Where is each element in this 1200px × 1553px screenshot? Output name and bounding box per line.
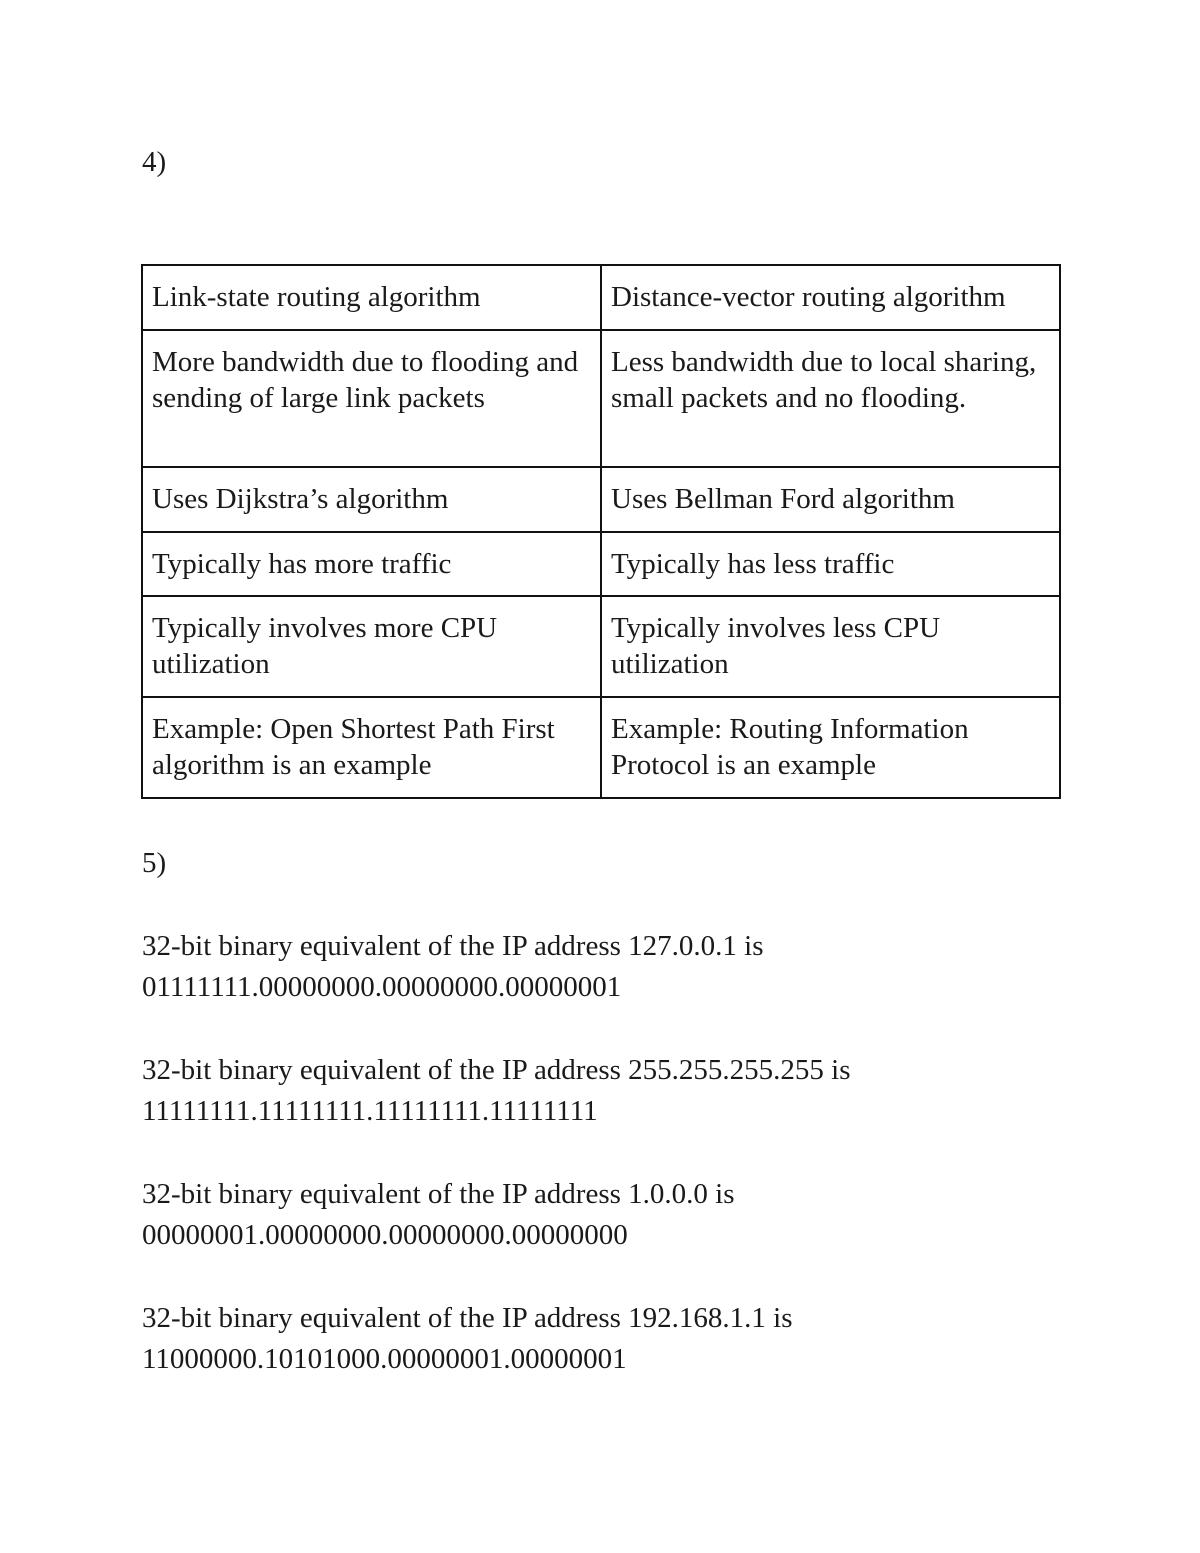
- table-cell: Uses Bellman Ford algorithm: [601, 467, 1060, 532]
- ip-binary: 00000001.00000000.00000000.00000000: [142, 1219, 628, 1251]
- ip-statement: 32-bit binary equivalent of the IP address 192.168.1.1 is: [142, 1302, 793, 1334]
- table-cell: More bandwidth due to flooding and sending of large link packets: [142, 330, 601, 467]
- table-row: [142, 265, 1060, 330]
- question-4-label: 4): [142, 146, 167, 178]
- ip-statement: 32-bit binary equivalent of the IP address 255.255.255.255 is: [142, 1054, 851, 1086]
- table-cell: Typically has less traffic: [601, 532, 1060, 596]
- table-cell: Typically involves less CPU utilization: [601, 596, 1060, 697]
- table-cell: Example: Routing Information Protocol is an example: [601, 697, 1060, 798]
- table-cell: Typically has more traffic: [142, 532, 601, 596]
- table-cell: Less bandwidth due to local sharing, small packets and no flooding.: [601, 330, 1060, 467]
- ip-conversion-block: [142, 1174, 735, 1256]
- table-row: [142, 697, 1060, 798]
- routing-comparison-table: [141, 264, 1061, 799]
- ip-conversion-block: [142, 1298, 793, 1380]
- table-cell: Typically involves more CPU utilization: [142, 596, 601, 697]
- table-header-distance-vector: Distance-vector routing algorithm: [601, 265, 1060, 330]
- ip-binary: 11000000.10101000.00000001.00000001: [142, 1343, 627, 1375]
- ip-statement: 32-bit binary equivalent of the IP address 127.0.0.1 is: [142, 930, 764, 962]
- ip-binary: 11111111.11111111.11111111.11111111: [142, 1095, 598, 1127]
- question-5-label: 5): [142, 847, 167, 879]
- table-row: [142, 467, 1060, 532]
- ip-binary: 01111111.00000000.00000000.00000001: [142, 971, 622, 1003]
- ip-conversion-block: [142, 926, 764, 1008]
- ip-conversion-block: [142, 1050, 851, 1132]
- table-cell: Example: Open Shortest Path First algorithm is an example: [142, 697, 601, 798]
- table-row: [142, 532, 1060, 596]
- table-cell: Uses Dijkstra’s algorithm: [142, 467, 601, 532]
- table-header-link-state: Link-state routing algorithm: [142, 265, 601, 330]
- table-row: [142, 330, 1060, 467]
- ip-statement: 32-bit binary equivalent of the IP address 1.0.0.0 is: [142, 1178, 735, 1210]
- table-row: [142, 596, 1060, 697]
